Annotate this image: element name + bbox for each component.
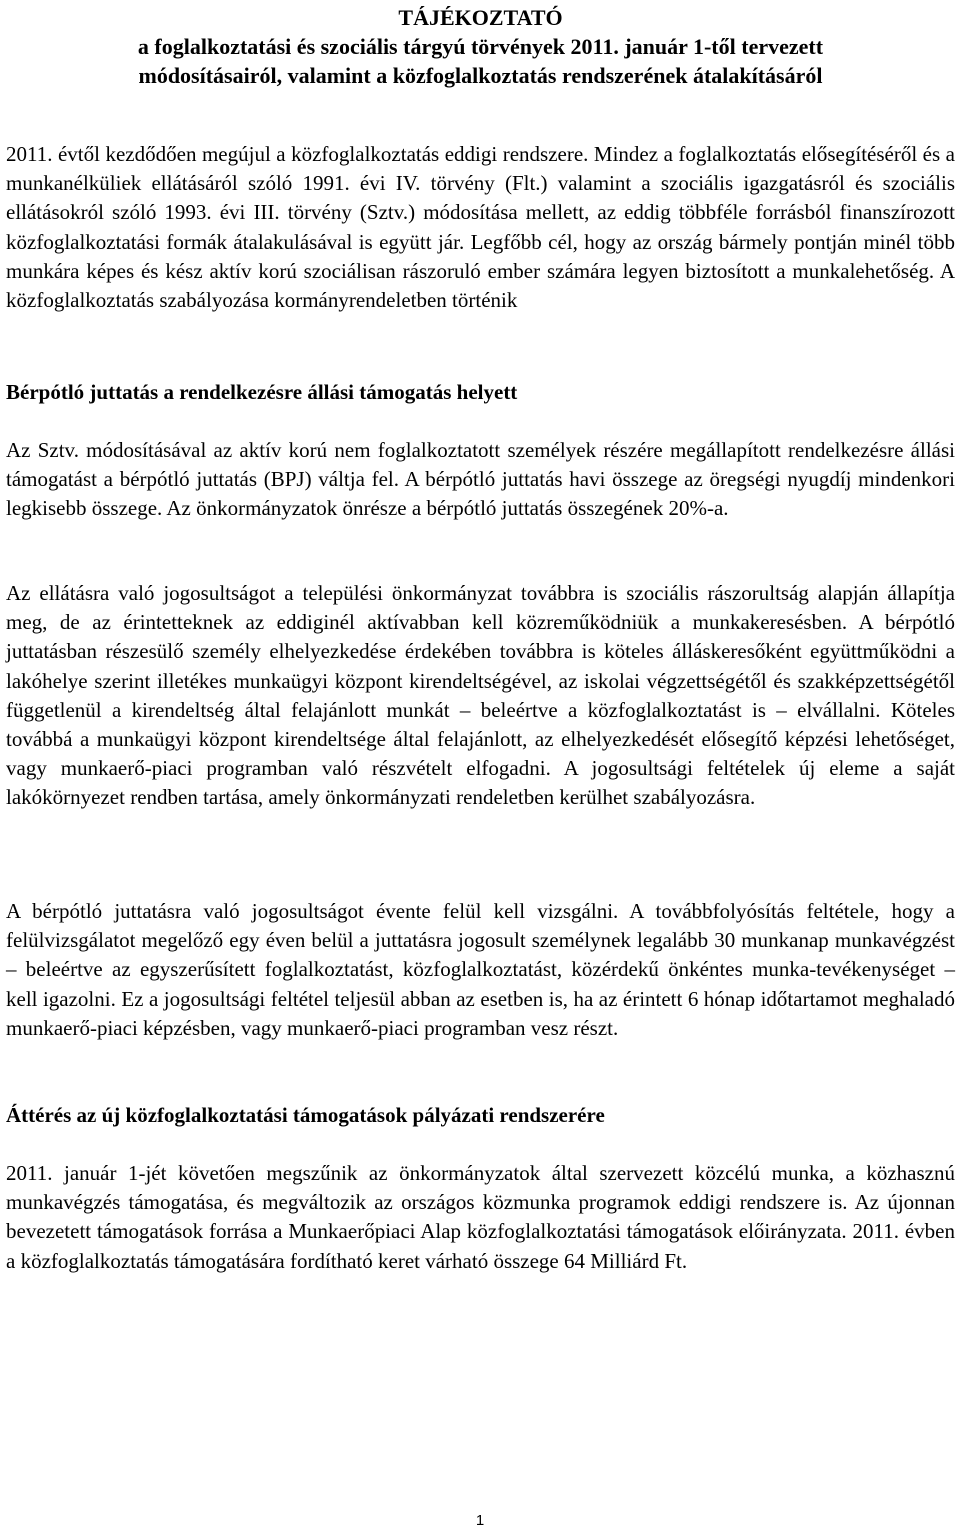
bpj-paragraph-2: Az ellátásra való jogosultságot a települési önkormányzat továbbra is szociális rászorultság alapján állapítja meg, de az érintetteknek az eddiginél aktívabban kell közreműködniük a munkakeresésben. A bérpótló juttatásban részesülő személy elhelyezkedése érdekében továbbra is köteles álláskeresőként együttműködni a lakóhelye szerint illetékes munkaügyi központ kirendeltségével, az iskolai végzettségétől és szakképzettségétől függetlenül a kirendeltség által felajánlott munkát – beleértve a közfoglalkoztatást is – elvállalni. Köteles továbbá a munkaügyi központ kirendeltsége által felajánlott, az elhelyezkedését elősegítő képzési lehetőséget, vagy munkaerő-piaci programban való részvételt elfogadni. A jogosultsági feltételek új eleme a saját lakókörnyezet rendben tartása, amely önkormányzati rendeletben kerülhet szabályozásra.	[6, 581, 955, 810]
title-line-1: TÁJÉKOZTATÓ	[398, 5, 563, 30]
page-number: 1	[475, 1512, 485, 1529]
intro-paragraph: 2011. évtől kezdődően megújul a közfoglalkoztatás eddigi rendszere. Mindez a foglalkoztatás elősegítéséről és a munkanélküliek ellátásáról szóló 1991. évi IV. törvény (Flt.) valamint a szociális igazgatásról és szociális ellátásokról szóló 1993. évi III. törvény (Sztv.) módosítása mellett, az eddig többféle forrásból finanszírozott közfoglalkoztatási formák átalakulásával is együtt jár. Legfőbb cél, hogy az ország bármely pontján minél több munkára képes és kész aktív korú szociálisan rászoruló ember számára legyen biztosított a munkalehetőség. A közfoglalkoztatás szabályozása kormányrendeletben történik	[6, 142, 955, 313]
bpj-paragraph-3: A bérpótló juttatásra való jogosultságot évente felül kell vizsgálni. A továbbfolyósítás feltétele, hogy a felülvizsgálatot megelőző egy éven belül a juttatásra jogosult személynek legalább 30 munkanap munkavégzést – beleértve az egyszerűsített foglalkoztatást, közfoglalkoztatást, közérdekű önkéntes munka-tevékenységet – kell igazolni. Ez a jogosultsági feltétel teljesül abban az esetben is, ha az érintett 6 hónap időtartamot meghaladó munkaerő-piaci képzésben, vagy munkaerő-piaci programban vesz részt.	[6, 899, 955, 1040]
document-page	[6, 0, 955, 1273]
document-title	[6, 0, 955, 90]
transition-paragraph: 2011. január 1-jét követően megszűnik az önkormányzatok által szervezett közcélú munka, a közhasznú munkavégzés támogatása, és megváltozik az országos közmunka programok eddigi rendszere is. Az újonnan bevezetett támogatások forrása a Munkaerőpiaci Alap közfoglalkoztatási támogatások előirányzata. 2011. évben a közfoglalkoztatás támogatására fordítható keret várható összege 64 Milliárd Ft.	[6, 1161, 955, 1273]
bpj-paragraph-1: Az Sztv. módosításával az aktív korú nem foglalkoztatott személyek részére megállapított rendelkezésre állási támogatást a bérpótló juttatás (BPJ) váltja fel. A bérpótló juttatás havi összege az öregségi nyugdíj mindenkori legkisebb összege. Az önkormányzatok önrésze a bérpótló juttatás összegének 20%-a.	[6, 438, 955, 521]
title-line-2: a foglalkoztatási és szociális tárgyú törvények 2011. január 1-től tervezett	[137, 34, 824, 59]
section-heading-transition: Áttérés az új közfoglalkoztatási támogatások pályázati rendszerére	[6, 1103, 605, 1127]
title-line-3: módosításairól, valamint a közfoglalkoztatás rendszerének átalakításáról	[138, 63, 823, 88]
section-heading-bpj: Bérpótló juttatás a rendelkezésre állási támogatás helyett	[6, 380, 518, 404]
